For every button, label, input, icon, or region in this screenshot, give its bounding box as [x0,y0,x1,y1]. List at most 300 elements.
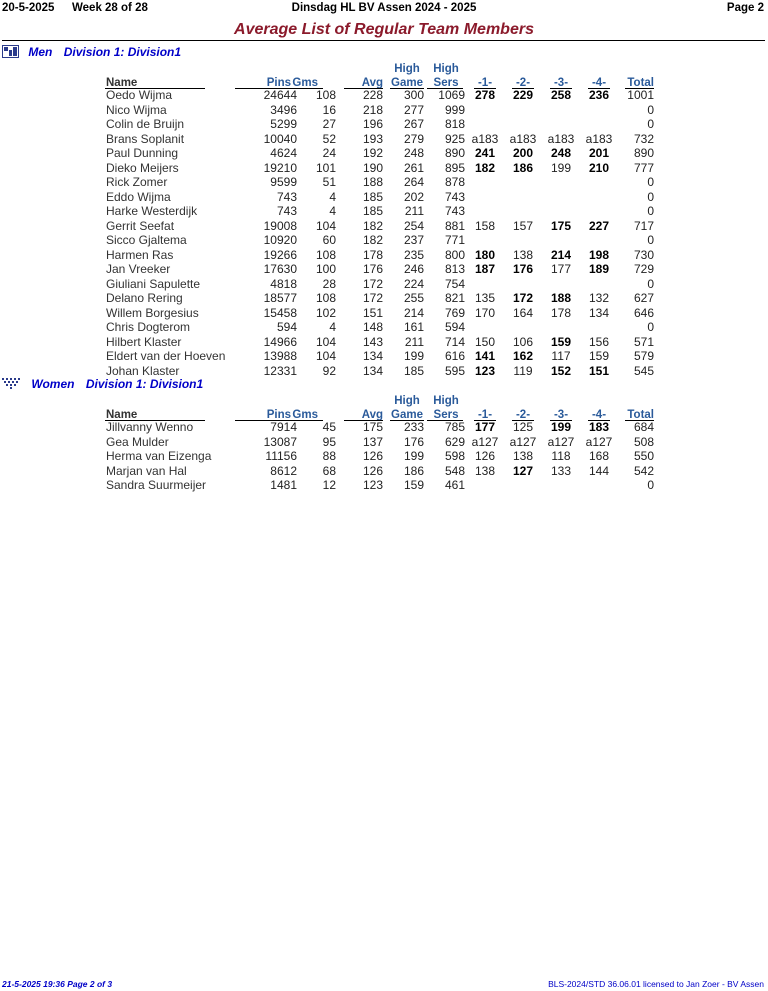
col-total: 0 [647,276,654,291]
col-high-game: 261 [403,160,424,175]
col-total: 1001 [627,88,654,102]
col-game-4: 198 [588,247,610,262]
header-high-series-top: High [433,63,459,75]
page-number: Page 2 [726,2,764,14]
header-game-3: -3- [553,77,569,89]
col-pins: 7914 [270,420,297,434]
col-total: 550 [633,449,654,463]
table-row [105,103,665,118]
bowler-name: Gerrit Seefat [106,218,175,233]
col-game-2: 106 [512,334,534,349]
col-pins: 9599 [270,175,297,189]
table-row [105,420,665,435]
col-game-1: 150 [474,334,496,349]
col-pins: 3496 [270,102,297,117]
section-division: Division 1: Division1 [63,45,182,60]
col-game-4: 201 [588,146,610,160]
col-games: 104 [315,349,336,363]
table-row [105,175,665,190]
bowler-name: Colin de Bruijn [106,117,185,131]
table-row [105,88,665,103]
bowler-name: Sicco Gjaltema [106,233,187,247]
col-games: 95 [322,434,336,449]
col-pins: 1481 [270,478,297,492]
col-pins: 13988 [263,349,297,363]
col-high-series: 999 [444,102,465,117]
col-pins: 5299 [270,117,297,131]
col-high-series: 769 [444,305,465,320]
table-row [105,277,665,292]
col-game-3: 152 [550,363,572,378]
col-game-1: a183 [471,131,499,146]
men-average-table [105,60,665,378]
col-high-series: 461 [444,478,465,492]
col-high-game: 211 [404,334,424,349]
col-high-series: 594 [444,320,465,334]
col-high-game: 300 [403,88,424,102]
col-high-game: 214 [403,305,424,320]
col-total: 730 [633,247,654,262]
col-average: 218 [362,102,383,117]
col-average: 126 [362,449,383,463]
col-total: 684 [633,420,654,434]
col-games: 108 [315,88,336,102]
col-average: 151 [362,305,383,320]
table-row [105,320,665,335]
bowler-name: Jan Vreeker [106,262,171,276]
col-game-2: 164 [512,305,534,320]
col-average: 176 [362,262,383,276]
col-game-4: 227 [588,218,610,233]
col-high-game: 199 [403,449,424,463]
col-total: 0 [647,189,654,204]
col-total: 0 [647,175,654,189]
col-high-series: 743 [444,204,465,218]
col-game-1: 135 [474,291,496,305]
col-total: 729 [633,262,654,276]
col-game-2: 119 [513,363,533,378]
col-game-1: 123 [474,363,496,378]
col-games: 88 [322,449,336,463]
col-total: 545 [633,363,654,378]
header-high-game-top: High [394,63,420,75]
section-header-women [2,377,203,393]
col-total: 0 [647,102,654,117]
col-high-series: 743 [444,189,465,204]
col-high-game: 202 [403,189,424,204]
col-games: 92 [322,363,336,378]
bowler-name: Herma van Eizenga [106,449,212,463]
col-pins: 743 [276,189,297,204]
col-games: 68 [322,463,336,478]
col-average: 182 [362,233,383,247]
col-pins: 8612 [270,463,297,478]
col-high-series: 548 [444,463,465,478]
col-game-3: 118 [551,449,571,463]
header-average: Avg [361,409,383,421]
bowler-name: Dieko Meijers [106,160,179,175]
col-high-game: 233 [403,420,424,434]
col-games: 16 [322,102,336,117]
col-game-3: 177 [550,262,572,276]
col-pins: 13087 [263,434,297,449]
col-pins: 19266 [263,247,297,262]
col-games: 27 [322,117,336,131]
week-label: Week 28 of 28 [72,2,148,14]
col-game-2: a127 [509,434,537,449]
col-high-game: 176 [403,434,424,449]
col-pins: 12331 [263,363,297,378]
col-game-2: 138 [512,449,534,463]
bowler-name: Harke Westerdijk [106,204,198,218]
table-row [105,306,665,321]
table-row [105,233,665,248]
bowler-name: Willem Borgesius [106,305,199,320]
col-game-1: 177 [474,420,496,434]
col-games: 108 [315,291,336,305]
col-game-4: 144 [588,463,610,478]
header-high-game-bottom: Game [391,409,423,421]
footer-print-info: 21-5-2025 19:36 Page 2 of 3 [2,979,113,989]
col-average: 175 [362,420,383,434]
table-row [105,449,665,464]
col-game-1: 278 [474,88,496,102]
header-name: Name [106,409,138,421]
col-high-game: 237 [403,233,424,247]
col-average: 172 [362,291,383,305]
report-title: Average List of Regular Team Members [234,21,534,38]
col-game-4: 183 [588,420,610,434]
col-high-game: 264 [403,175,424,189]
title-divider [2,40,765,41]
table-row [105,364,665,379]
col-average: 148 [362,320,383,334]
header-game-2: -2- [515,409,531,421]
col-pins: 18577 [263,291,297,305]
section-gender: Men [28,45,53,60]
col-high-series: 1069 [438,88,465,102]
col-games: 60 [322,233,336,247]
col-average: 178 [362,247,383,262]
bowler-name: Jillvanny Wenno [106,420,194,434]
league-name: Dinsdag HL BV Assen 2024 - 2025 [291,2,477,14]
col-total: 717 [633,218,654,233]
col-total: 777 [633,160,654,175]
col-game-3: 214 [550,247,572,262]
col-game-3: 258 [550,88,572,102]
col-total: 646 [633,305,654,320]
report-date: 20-5-2025 [2,2,55,14]
col-game-3: 199 [550,420,572,434]
col-high-series: 878 [444,175,465,189]
col-total: 0 [647,478,654,492]
col-games: 28 [322,276,336,291]
col-game-2: 127 [512,463,534,478]
bowler-name: Giuliani Sapulette [106,276,201,291]
col-games: 12 [322,478,336,492]
col-total: 627 [633,291,654,305]
col-high-game: 159 [403,478,424,492]
col-games: 101 [315,160,336,175]
table-row [105,262,665,277]
col-game-2: 157 [512,218,534,233]
col-games: 4 [329,189,336,204]
col-average: 228 [362,88,383,102]
col-pins: 743 [276,204,297,218]
col-game-2: a183 [509,131,537,146]
col-games: 51 [322,175,336,189]
section-gender: Women [31,377,75,391]
col-high-game: 277 [403,102,424,117]
col-game-1: 141 [474,349,496,363]
bowler-name: Eddo Wijma [106,189,171,204]
col-total: 0 [647,320,654,334]
col-high-series: 895 [444,160,465,175]
col-average: 196 [362,117,383,131]
col-high-series: 785 [444,420,465,434]
bowler-name: Oedo Wijma [106,88,173,102]
col-game-3: 248 [550,146,572,160]
col-high-game: 161 [403,320,424,334]
col-game-1: 182 [474,160,496,175]
col-high-game: 279 [403,131,424,146]
col-high-series: 771 [444,233,465,247]
header-pins: Pins [266,409,291,421]
col-high-game: 186 [403,463,424,478]
col-game-4: a183 [585,131,613,146]
section-header-men [2,45,181,61]
col-game-2: 229 [512,88,534,102]
col-game-4: 189 [588,262,610,276]
col-game-2: 162 [512,349,534,363]
col-high-game: 254 [403,218,424,233]
col-total: 542 [633,463,654,478]
page-header [0,2,768,18]
women-team-icon [2,378,22,392]
col-high-series: 616 [444,349,465,363]
col-high-series: 714 [444,334,465,349]
bowler-name: Paul Dunning [106,146,179,160]
col-game-4: 151 [588,363,610,378]
table-header-row [105,60,665,88]
col-game-2: 138 [512,247,534,262]
table-row [105,117,665,132]
col-total: 571 [633,334,654,349]
col-pins: 19210 [263,160,297,175]
col-average: 193 [362,131,383,146]
header-game-3: -3- [553,409,569,421]
col-game-4: 168 [588,449,610,463]
col-average: 185 [362,204,383,218]
col-high-series: 881 [444,218,465,233]
col-pins: 15458 [263,305,297,320]
men-team-icon [2,45,19,61]
bowler-name: Harmen Ras [106,247,174,262]
bowler-name: Nico Wijma [106,102,167,117]
col-pins: 10920 [263,233,297,247]
col-game-2: 186 [512,160,534,175]
col-average: 172 [362,276,383,291]
col-total: 890 [633,146,654,160]
header-games: Gms [292,409,318,421]
col-high-series: 598 [444,449,465,463]
col-high-game: 267 [403,117,424,131]
col-average: 126 [362,463,383,478]
table-header-row [105,392,665,420]
col-game-4: 236 [588,88,610,102]
header-pins: Pins [266,77,291,89]
header-high-game-top: High [394,395,420,407]
header-high-series-bottom: Sers [433,409,459,421]
col-game-2: 172 [512,291,534,305]
col-pins: 10040 [263,131,297,146]
col-game-3: 199 [550,160,572,175]
col-game-2: 125 [512,420,534,434]
col-total: 579 [633,349,654,363]
col-game-3: 159 [550,334,572,349]
bowler-name: Marjan van Hal [106,463,187,478]
col-average: 182 [362,218,383,233]
col-total: 732 [633,131,654,146]
col-high-series: 629 [444,434,465,449]
col-average: 123 [362,478,383,492]
col-game-1: 158 [474,218,496,233]
table-row [105,132,665,147]
col-pins: 17630 [263,262,297,276]
col-pins: 4818 [270,276,297,291]
col-high-game: 246 [403,262,424,276]
col-game-4: 134 [588,305,610,320]
footer-license: BLS-2024/STD 36.06.01 licensed to Jan Zoer - BV Assen [548,979,764,989]
col-pins: 594 [276,320,297,334]
bowler-name: Eldert van der Hoeven [106,349,226,363]
col-game-3: 175 [550,218,572,233]
header-average: Avg [361,77,383,89]
women-average-table [105,392,665,493]
col-game-3: 133 [550,463,572,478]
col-total: 0 [647,117,654,131]
col-average: 192 [362,146,383,160]
col-game-3: 188 [550,291,572,305]
col-game-2: 200 [512,146,534,160]
col-average: 134 [362,349,383,363]
bowler-name: Delano Rering [106,291,183,305]
col-average: 143 [362,334,383,349]
col-pins: 24644 [263,88,297,102]
col-pins: 11156 [265,449,297,463]
col-pins: 14966 [263,334,297,349]
bowler-name: Rick Zomer [106,175,168,189]
col-game-1: 138 [474,463,496,478]
bowler-name: Brans Soplanit [106,131,185,146]
col-games: 4 [329,320,336,334]
table-row [105,248,665,263]
header-games: Gms [292,77,318,89]
col-game-3: a183 [547,131,575,146]
table-row [105,204,665,219]
col-high-series: 595 [444,363,465,378]
header-game-4: -4- [591,409,607,421]
col-high-series: 925 [444,131,465,146]
col-games: 4 [329,204,336,218]
table-row [105,435,665,450]
header-total: Total [627,409,654,421]
col-pins: 19008 [263,218,297,233]
col-average: 134 [362,363,383,378]
col-game-1: 180 [474,247,496,262]
col-high-series: 813 [444,262,465,276]
col-high-game: 235 [403,247,424,262]
col-high-game: 199 [403,349,424,363]
col-game-4: 156 [588,334,610,349]
col-game-1: 126 [474,449,496,463]
col-game-3: 117 [551,349,571,363]
col-high-series: 890 [444,146,465,160]
col-average: 185 [362,189,383,204]
col-average: 190 [362,160,383,175]
col-game-3: 178 [550,305,572,320]
table-row [105,146,665,161]
bowler-name: Sandra Suurmeijer [106,478,207,492]
header-total: Total [627,77,654,89]
col-games: 104 [315,218,336,233]
col-high-game: 224 [403,276,424,291]
col-high-series: 754 [444,276,465,291]
table-row [105,478,665,493]
table-row [105,291,665,306]
col-average: 188 [362,175,383,189]
col-average: 137 [362,434,383,449]
col-games: 108 [315,247,336,262]
col-game-2: 176 [512,262,534,276]
col-pins: 4624 [270,146,297,160]
bowler-name: Chris Dogterom [106,320,191,334]
header-game-1: -1- [477,77,493,89]
col-game-1: a127 [471,434,499,449]
col-high-game: 211 [404,204,424,218]
section-division: Division 1: Division1 [85,377,204,391]
header-name: Name [106,77,138,89]
col-high-series: 818 [444,117,465,131]
col-games: 104 [315,334,336,349]
header-high-game-bottom: Game [391,77,423,89]
bowler-name: Gea Mulder [106,434,169,449]
table-row [105,349,665,364]
table-row [105,335,665,350]
header-game-4: -4- [591,77,607,89]
col-high-series: 800 [444,247,465,262]
table-row [105,190,665,205]
header-game-1: -1- [477,409,493,421]
table-row [105,161,665,176]
col-high-game: 185 [403,363,424,378]
header-high-series-bottom: Sers [433,77,459,89]
col-total: 0 [647,233,654,247]
col-game-1: 187 [474,262,496,276]
bowler-name: Hilbert Klaster [106,334,182,349]
col-games: 45 [322,420,336,434]
col-high-series: 821 [444,291,465,305]
col-games: 24 [322,146,336,160]
header-high-series-top: High [433,395,459,407]
col-games: 100 [315,262,336,276]
bowler-name: Johan Klaster [106,363,180,378]
col-games: 102 [315,305,336,320]
col-game-4: 132 [588,291,610,305]
col-game-4: a127 [585,434,613,449]
col-total: 508 [633,434,654,449]
col-games: 52 [322,131,336,146]
